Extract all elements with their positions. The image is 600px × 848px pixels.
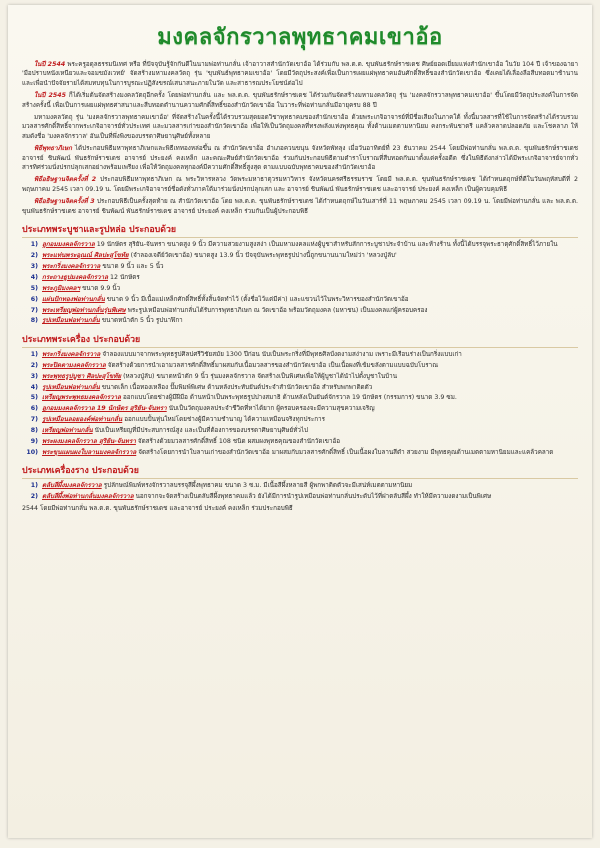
item-number: 7) [30,416,38,424]
item-text: (หลวงปู่ลับ) ขนาดหน้าตัก 9 นิ้ว รุ่นมงคลจักรวาล จัดสร้างเป็นพิเศษเพื่อให้ผู้บูชาได้นำไปตั้งบูชาในบ้าน [123,372,398,380]
item-body [42,393,578,402]
item-name: พระพุทธรูปบูชา ศิลปะสุโขทัย [42,372,122,380]
item-number: 2) [30,361,38,369]
item-number: 6) [30,405,38,413]
item-name: เหรียญพระพุทธมงคลจักรวาล [42,394,121,402]
intro-paragraph [22,144,578,172]
item-body [42,372,578,381]
list-item [22,240,578,249]
section-heading: ประเภทเครื่องราง ประกอบด้วย [22,463,578,479]
item-number: 1) [30,482,38,490]
intro-paragraph [22,91,578,110]
item-name: พระแท่นพระอุณณ์ ศิลปะสุโขทัย [42,252,129,259]
list-item [22,251,578,260]
item-text: 19 นักษัตร สุริยัน-จันทรา ขนาดสูง 9 นิ้ว มีความสวยงามสูงสง่า เป็นมหามงคลแห่งผู้บูชาสำหรับสักการะบูชาประจำบ้าน และห้างร้าน ทั้งนี้ได้บรรจุพระธาตุศักดิ์สิทธิ์ไว้ภายใน [96,241,558,249]
paragraph-text: ประกอบพิธีมหาพุทธาภิเษก ณ พระวิหารหลวง วัดพระมหาธาตุวรมหาวิหาร จังหวัดนครศรีธรรมราช โดยมี พล.ต.ต. ขุนพันธรักษ์ราชเดช ได้กำหนดฤกษ์ที่ดีในวันพฤหัสบดีที่ 2 พฤษภาคม 2545 เวลา 09.19 น. โดยมีพระเกจิอาจารย์ชื่อดังทั่วภาคใต้มาร่วมนั่งปรกปลุกเสก และ อาจารย์ ชินพัฒน์ พันธรักษ์ราชเดช และอาจารย์ ประยงค์ คงเหล็ก เป็นผู้ควบคุมพิธี [22,176,578,193]
item-number: 7) [30,306,38,314]
item-body [42,240,578,249]
item-name: แผ่นปักทองพ่อท่านกลั่น [42,295,105,303]
item-text: ขนาด 9 นิ้ว มีเนื้อแม่เหล็กศักดิ์สิทธิ์ทั้งสิ้นจัดทำไว้ (ตั้งชื่อไว้แต่มีค่า) และแขวนไว้ในพระวิหารของสำนักวัดเขาอ้อ [106,295,409,303]
item-text: นอกจากจะจัดสร้างเป็นตลับสีผึ้งพุทธาคมแล้ว ยังได้มีการนำรูปเหมือนพ่อท่านกลั่นประดับไว้ที่ฝาตลับสีผึ้ง ทำให้มีความงดงามเป็นพิเศษ [135,493,492,501]
list-item [22,372,578,381]
item-body [42,448,578,457]
intro-paragraph [22,113,578,141]
item-body [42,284,578,293]
item-text: ออกแบบโดยช่างผู้มีฝีมือ ด้านหน้าเป็นพระพุทธรูปปางสมาธิ ด้านหลังเป็นยันต์จักรวาล 19 นักษัตร (กรรมการ) ขนาด 3.9 ซม. [122,394,457,402]
item-body [42,481,578,490]
list-item [22,383,578,392]
list-item [22,437,578,446]
item-number: 5) [30,394,38,402]
item-text: ขนาด 9.9 นิ้ว [82,284,121,292]
document-page [8,5,592,838]
paragraph-text: ก็ได้เริ่มต้นจัดสร้างมงคลวัตถุอีกครั้ง โดยพ่อท่านกลั่น และ พล.ต.ต. ขุนพันธรักษ์ราชเดช ได้ร่วมกันจัดสร้างมหามงคลวัตถุ รุ่น 'มงคลจักรวาลพุทธาคมเขาอ้อ' ขึ้นโดยมีวัตถุประสงค์ในการจัดสร้างครั้งนี้ เพื่อเป็นการเผยแผ่พุทธศาสนาและสืบทอดตำนานความศักดิ์สิทธิ์ของสำนักวัดเขาอ้อ ในวาระที่พ่อท่านกลั่นมีอายุครบ 88 ปี [22,92,578,109]
sections-block [22,222,578,502]
item-name: รูปเหมือนพ่อท่านกลั่น [42,317,100,325]
footer-note: 2544 โดยมีพ่อท่านกลั่น พล.ต.ต. ขุนพันธรักษ์ราชเดช และอาจารย์ ประยงค์ คงเหล็ก ร่วมประกอบพิธี [22,504,293,512]
item-number: 3) [30,262,38,270]
item-body [42,350,578,359]
paragraph-lead: พิธีอธิษฐานจิตครั้งที่ 2 [34,176,97,184]
list-item [22,426,578,435]
list-item [22,415,578,424]
item-name: รูปเหมือนพ่อท่านกลั่น [42,383,100,391]
item-body [42,262,578,271]
list-item [22,481,578,490]
item-body [42,295,578,304]
item-text: ออกแบบปั้นหุ่นใหม่โดยช่างผู้มีความชำนาญ ได้ความเหมือนจริงทุกประการ [124,416,325,424]
item-name: เหรียญพ่อท่านกลั่น [42,427,93,435]
intro-paragraph [22,60,578,88]
section-heading: ประเภทพระบูชาและรูปหล่อ ประกอบด้วย [22,222,578,238]
item-number: 4) [30,273,38,281]
intro-block [22,60,578,216]
item-body [42,492,578,501]
item-name: ตลับสีผึ้งมงคลจักรวาล [42,482,102,490]
item-body [42,316,578,325]
item-text: รูปลักษณ์พิมพ์ทรงจักรวาลบรรจุสีผึ้งพุทธาคม ขนาด 3 ซ.ม. มีเนื้อสีผึ้งหลายสี ผู้พกพาติดตัวจะมีเสน่ห์เมตตามหานิยม [103,482,413,490]
item-name: พระปิดตามงคลจักรวาล [42,361,106,369]
paragraph-lead: ในปี 2544 [34,61,66,68]
item-text: ขนาดเล็ก เนื้อทองเหลือง ปั๊มพิมพ์พิเศษ ด้านหลังประทับยันต์ประจำสำนักวัดเขาอ้อ สำหรับพกพาติดตัว [101,383,373,391]
list-item [22,284,578,293]
item-body [42,361,578,370]
item-text: นับเป็นวัตถุมงคลประจำชีวิตที่หาได้ยาก ผู้ครอบครองจะมีความสุขความเจริญ [168,405,375,413]
item-number: 6) [30,295,38,303]
item-name: พระกริ่งมงคลจักรวาล [42,262,101,270]
paragraph-text: มหามงคลวัตถุ รุ่น 'มงคลจักรวาลพุทธาคมเขาอ้อ' ที่จัดสร้างในครั้งนี้ได้รวบรวมสุดยอดวิชาพุทธาคมของสำนักเขาอ้อ ด้วยพระเกจิอาจารย์ที่มีชื่อเสียงในภาคใต้ ทั้งนี้มวลสารที่ใช้ในการจัดสร้างได้รวบรวมมวลสารศักดิ์สิทธิ์จากพระเกจิอาจารย์ทั่วประเทศ และมวลสารเก่าของสำนักวัดเขาอ้อ เพื่อให้เป็นวัตถุมงคลที่ทรงพลังแห่งพุทธคุณ ทั้งด้านเมตตามหานิยม คงกระพันชาตรี แคล้วคลาดปลอดภัย และโชคลาภ ให้สมดังชื่อ 'มงคลจักรวาล' อันเป็นที่พึ่งพิงของบรรดาศิษยานุศิษย์ทั้งหลาย [22,114,578,140]
item-text: (จำลองเจดีย์วัดเขาอ้อ) ขนาดสูง 13.9 นิ้ว ปัจจุบันพระพุทธรูปปางนี้ถูกขนานนามใหม่ว่า 'หลวงปู่ลับ' [130,252,397,259]
paragraph-lead: ในปี 2545 [34,92,66,100]
list-item [22,404,578,413]
item-body [42,383,578,392]
item-number: 9) [30,438,38,446]
list-item [22,316,578,325]
intro-paragraph [22,197,578,216]
item-text: จัดสร้างด้วยมวลสารศักดิ์สิทธิ์ 108 ชนิด ผสมผงพุทธคุณของสำนักวัดเขาอ้อ [137,438,341,446]
item-number: 8) [30,427,38,435]
item-text: จัดสร้างด้วยการนำเอามวลสารศักดิ์สิทธิ์มาผสมกับเนื้อมวลสารของสำนักวัดเขาอ้อ เป็นเนื้อผงที่เข้มขลังตามแบบฉบับโบราณ [107,361,439,369]
item-text: ขนาด 9 นิ้ว และ 5 นิ้ว [102,262,164,270]
item-body [42,404,578,413]
item-number: 1) [30,350,38,358]
paragraph-text: พระครูอดุลธรรมนิเทศ หรือ ที่ปัจจุบันรู้จักกันดีในนามพ่อท่านกลั่น เจ้าอาวาสสำนักวัดเขาอ้อ ได้ร่วมกับ พล.ต.ต. ขุนพันธรักษ์ราชเดช ศิษย์ยอดเยี่ยมแห่งสำนักเขาอ้อ ในวัย 104 ปี เจ้าของฉายา 'มือปราบหนังเหนียวและจอมขมังเวทย์' จัดสร้างมหามงคลวัตถุ รุ่น 'ขุนพันธ์พุทธาคมเขาอ้อ' โดยมีวัตถุประสงค์เพื่อเป็นการเผยแผ่พุทธาคมอันศักดิ์สิทธิ์ของสำนักวัดเขาอ้อ ซึ่งเคยได้เลื่องลือสืบทอดมาช้านาน และเพื่อนำปัจจัยรายได้สมทบทุนในการบูรณะปฏิสังขรณ์เสนาสนะภายในวัด และสาธารณประโยชน์ต่อไป [22,61,578,87]
list-item [22,350,578,359]
item-name: ลูกอมมงคลจักรวาล [42,241,95,249]
list-item [22,306,578,315]
item-name: รูปเหมือนลอยองค์พ่อท่านกลั่น [42,416,123,424]
paragraph-lead: พิธีพุทธาภิเษก [34,145,72,153]
item-number: 4) [30,383,38,391]
list-item [22,295,578,304]
item-body [42,415,578,424]
item-name: พระขุนแผนผงใบลานมงคลจักรวาล [42,449,137,456]
item-text: จัดสร้างโดยการนำใบลานเก่าของสำนักวัดเขาอ้อ มาผสมกับมวลสารศักดิ์สิทธิ์ เป็นเนื้อผงใบลานสีดำ สวยงาม มีพุทธคุณด้านเมตตามหานิยมและแคล้วคลาด [138,449,554,456]
item-body [42,273,578,282]
list-item [22,492,578,501]
item-number: 2) [30,493,38,501]
item-number: 8) [30,317,38,325]
paragraph-text: ประกอบพิธีเป็นครั้งสุดท้าย ณ สำนักวัดเขาอ้อ โดย พล.ต.ต. ขุนพันธรักษ์ราชเดช ได้กำหนดฤกษ์ในวันเสาร์ที่ 11 พฤษภาคม 2545 เวลา 09.19 น. โดยมีพ่อท่านกลั่น และ พล.ต.ต. ขุนพันธรักษ์ราชเดช อาจารย์ ชินพัฒน์ พันธรักษ์ราชเดช อาจารย์ ประยงค์ คงเหล็ก ร่วมกันเป็นผู้ประกอบพิธี [22,198,578,215]
list-item [22,361,578,370]
document-title: มงคลจักรวาลพุทธาคมเขาอ้อ [157,25,443,50]
item-body [42,251,578,260]
item-text: ขนาดหน้าตัก 5 นิ้ว รูปนาฬิกา [101,317,183,325]
paragraph-text: ได้ประกอบพิธีมหาพุทธาภิเษกและพิธีเททองหล่อขึ้น ณ สำนักวัดเขาอ้อ อำเภอควนขนุน จังหวัดพัทลุง เมื่อวันอาทิตย์ที่ 23 ธันวาคม 2544 โดยมีพ่อท่านกลั่น พล.ต.ต. ขุนพันธรักษ์ราชเดช อาจารย์ ชินพัฒน์ พันธรักษ์ราชเดช อาจารย์ ประยงค์ คงเหล็ก และคณะศิษย์สำนักวัดเขาอ้อ ร่วมกันประกอบพิธีตามตำราโบราณที่สืบทอดกันมาตั้งแต่ครั้งอดีต ซึ่งในพิธีดังกล่าวได้มีพระเกจิอาจารย์จากทั่วสารทิศร่วมนั่งปรกปลุกเสกอย่างพร้อมเพรียง เพื่อให้วัตถุมงคลทุกองค์มีความศักดิ์สิทธิ์สูงสุด ตามแบบฉบับพุทธาคมของสำนักวัดเขาอ้อ [22,145,578,172]
item-text: จำลองแบบมาจากพระพุทธรูปศิลปศรีวิชัยสมัย 1300 ปีก่อน นับเป็นพระกริ่งที่มีพุทธศิลป์งดงามสง่างาม เพราะมีเรือนร่างเป็นกริ่งแบบเก่า [102,350,462,358]
item-name: พระเหรียญพ่อท่านกลั่นรุ่นพิเศษ [42,306,126,314]
item-text: 12 นักษัตร [109,273,140,281]
item-number: 5) [30,284,38,292]
list-item [22,393,578,402]
item-number: 1) [30,241,38,249]
list-item [22,273,578,282]
item-name: กระถางธูปมงคลจักรวาล [42,273,108,281]
item-number: 10) [26,449,38,456]
item-name: พระภูมิมงคลฯ [42,284,81,292]
paragraph-lead: พิธีอธิษฐานจิตครั้งที่ 3 [34,198,95,206]
list-item [22,448,578,457]
item-text: พระรูปเหมือนพ่อท่านกลั่นได้รับการพุทธาภิเษก ณ วัดเขาอ้อ พร้อมวัตถุมงคล (มหาชน) เป็นมงคลแก่ผู้ครอบครอง [127,306,428,314]
item-number: 2) [30,252,38,259]
item-name: พระกริ่งมงคลจักรวาล [42,350,101,358]
item-name: ตลับสีผึ้งพ่อท่านกลั่นมงคลจักรวาล [42,493,134,501]
intro-paragraph [22,175,578,194]
list-item [22,262,578,271]
item-body [42,437,578,446]
item-body [42,426,578,435]
item-name: ลูกอมมงคลจักรวาล 19 นักษัตร สุริยัน-จันทรา [42,405,167,413]
item-name: พระผงมงคลจักรวาล สุริยัน-จันทรา [42,438,136,446]
item-number: 3) [30,372,38,380]
section-heading: ประเภทพระเครื่อง ประกอบด้วย [22,332,578,348]
item-text: นับเป็นเหรียญที่มีประสบการณ์สูง และเป็นที่ต้องการของบรรดาศิษยานุศิษย์ทั่วไป [94,427,309,435]
item-body [42,306,578,315]
